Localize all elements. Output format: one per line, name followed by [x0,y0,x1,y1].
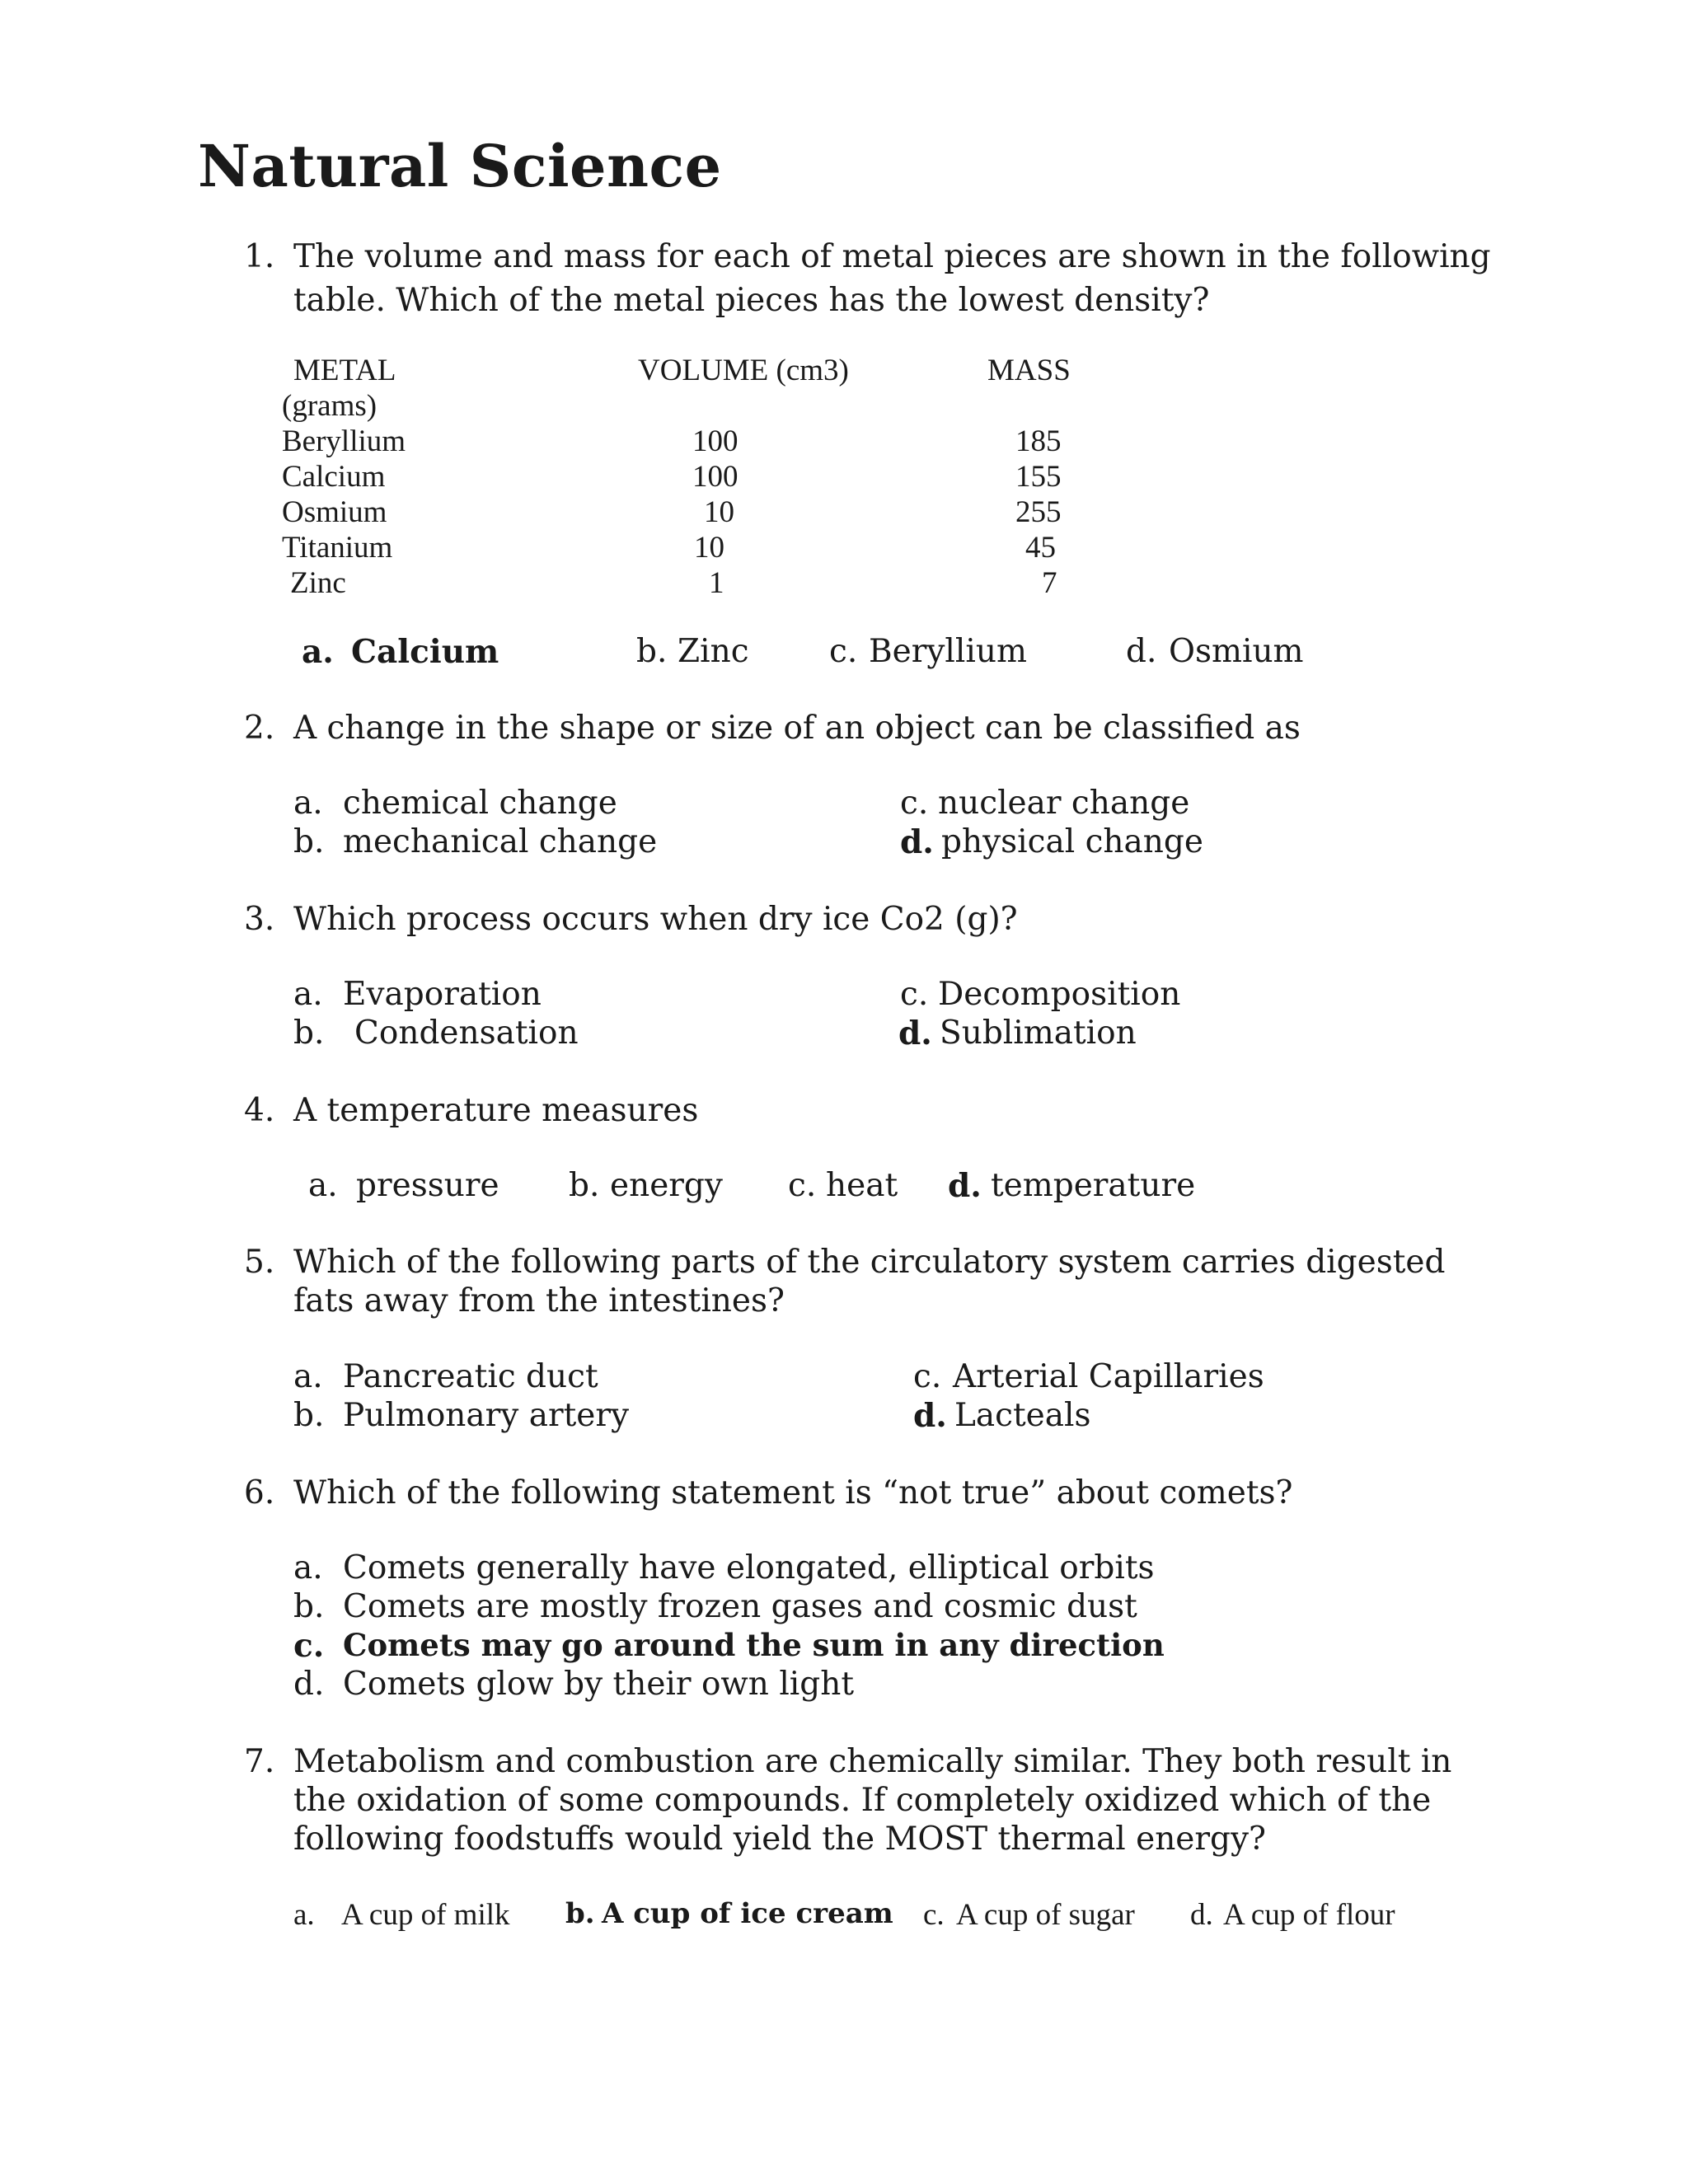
table-cell-volume: 1 [709,566,724,600]
q5-option-c-letter: c. [913,1358,942,1395]
q2-option-d-text: physical change [941,823,1203,860]
q6-option-a-letter: a. [293,1549,323,1586]
table-header-metal: METAL [293,354,396,387]
table-cell-volume: 100 [692,460,738,494]
q6-option-c-text: Comets may go around the sum in any direction [343,1627,1165,1663]
q7-number: 7. [244,1743,275,1780]
q2-line-1: A change in the shape or size of an object can be classified as [293,710,1301,747]
q5-line-1: Which of the following parts of the circulatory system carries digested [293,1244,1446,1281]
q7-line-3: following foodstuffs would yield the MOST thermal energy? [293,1821,1266,1858]
q4-option-a-text: pressure [356,1167,499,1204]
q4-option-a-letter: a. [308,1167,338,1204]
q2-option-c-letter: c. [900,785,929,822]
table-cell-metal: Zinc [290,566,346,600]
q4-option-c-text: heat [826,1167,898,1204]
q3-option-d-text: Sublimation [940,1015,1137,1052]
q6-option-d-letter: d. [293,1666,325,1703]
q5-option-a-letter: a. [293,1358,323,1395]
q1-option-d-letter: d. [1126,633,1157,670]
q6-line-1: Which of the following statement is “not true” about comets? [293,1474,1293,1511]
table-header-mass: MASS [987,354,1071,387]
q5-line-2: fats away from the intestines? [293,1282,785,1319]
q2-option-c-text: nuclear change [938,785,1190,822]
q2-option-b-text: mechanical change [343,823,658,860]
q4-option-d-letter: d. [948,1167,982,1205]
q3-option-c-text: Decomposition [938,976,1181,1013]
q2-option-a-letter: a. [293,785,323,822]
q2-number: 2. [244,710,275,747]
q4-option-b-letter: b. [569,1167,600,1204]
q4-option-b-text: energy [610,1167,723,1204]
q3-option-a-letter: a. [293,976,323,1013]
q3-option-b-text: Condensation [354,1015,579,1052]
q5-option-b-text: Pulmonary artery [343,1397,630,1434]
q7-option-c-letter: c. [923,1898,945,1932]
q5-option-d-letter: d. [913,1397,947,1435]
page-title: Natural Science [198,132,722,200]
table-cell-mass: 185 [1015,424,1062,458]
q7-option-a-text: A cup of milk [341,1898,510,1932]
q4-line-1: A temperature measures [293,1092,699,1129]
table-cell-metal: Titanium [282,531,393,565]
q1-option-c-text: Beryllium [869,633,1027,670]
table-cell-metal: Calcium [282,460,386,494]
q6-option-a-text: Comets generally have elongated, elliptical orbits [343,1549,1155,1586]
q3-option-d-letter: d. [898,1015,932,1052]
q7-option-d-letter: d. [1190,1898,1213,1932]
q7-option-b-text: A cup of ice cream [602,1897,893,1930]
table-cell-volume: 10 [704,495,734,529]
q7-option-d-text: A cup of flour [1223,1898,1395,1932]
table-cell-mass: 7 [1042,566,1057,600]
table-cell-mass: 45 [1025,531,1056,565]
q1-line-1: The volume and mass for each of metal pieces are shown in the following [293,238,1491,275]
table-cell-volume: 10 [694,531,724,565]
q3-line-1: Which process occurs when dry ice Co2 (g)? [293,901,1018,938]
q4-number: 4. [244,1092,275,1129]
q5-number: 5. [244,1244,275,1281]
q5-option-c-text: Arterial Capillaries [953,1358,1264,1395]
q5-option-a-text: Pancreatic duct [343,1358,598,1395]
q5-option-b-letter: b. [293,1397,325,1434]
q2-option-d-letter: d. [900,823,934,861]
q1-option-b-text: Zinc [678,633,749,670]
q1-option-d-text: Osmium [1169,633,1304,670]
q1-option-c-letter: c. [829,633,858,670]
q3-number: 3. [244,901,275,938]
q5-option-d-text: Lacteals [954,1397,1091,1434]
table-header-volume: VOLUME (cm3) [638,354,849,387]
q7-line-2: the oxidation of some compounds. If completely oxidized which of the [293,1782,1432,1819]
q6-option-c-letter: c. [293,1627,325,1665]
q6-option-b-text: Comets are mostly frozen gases and cosmic dust [343,1588,1137,1625]
table-header-mass-unit: (grams) [282,389,377,423]
q2-option-b-letter: b. [293,823,325,860]
table-cell-metal: Osmium [282,495,387,529]
table-cell-mass: 155 [1015,460,1062,494]
q7-option-b-letter: b. [565,1897,595,1930]
q4-option-d-text: temperature [991,1167,1196,1204]
q4-option-c-letter: c. [788,1167,817,1204]
q6-option-b-letter: b. [293,1588,325,1625]
table-cell-metal: Beryllium [282,424,406,458]
q3-option-b-letter: b. [293,1015,325,1052]
table-cell-volume: 100 [692,424,738,458]
q1-number: 1. [244,238,275,275]
q1-line-2: table. Which of the metal pieces has the lowest density? [293,282,1210,319]
q3-option-a-text: Evaporation [343,976,542,1013]
q6-number: 6. [244,1474,275,1511]
q7-line-1: Metabolism and combustion are chemically similar. They both result in [293,1743,1452,1780]
q1-option-a-text: Calcium [351,633,499,671]
q2-option-a-text: chemical change [343,785,617,822]
q7-option-a-letter: a. [293,1898,315,1932]
q3-option-c-letter: c. [900,976,929,1013]
table-cell-mass: 255 [1015,495,1062,529]
q6-option-d-text: Comets glow by their own light [343,1666,855,1703]
q1-option-b-letter: b. [636,633,668,670]
q1-option-a-letter: a. [302,633,334,671]
q7-option-c-text: A cup of sugar [956,1898,1135,1932]
